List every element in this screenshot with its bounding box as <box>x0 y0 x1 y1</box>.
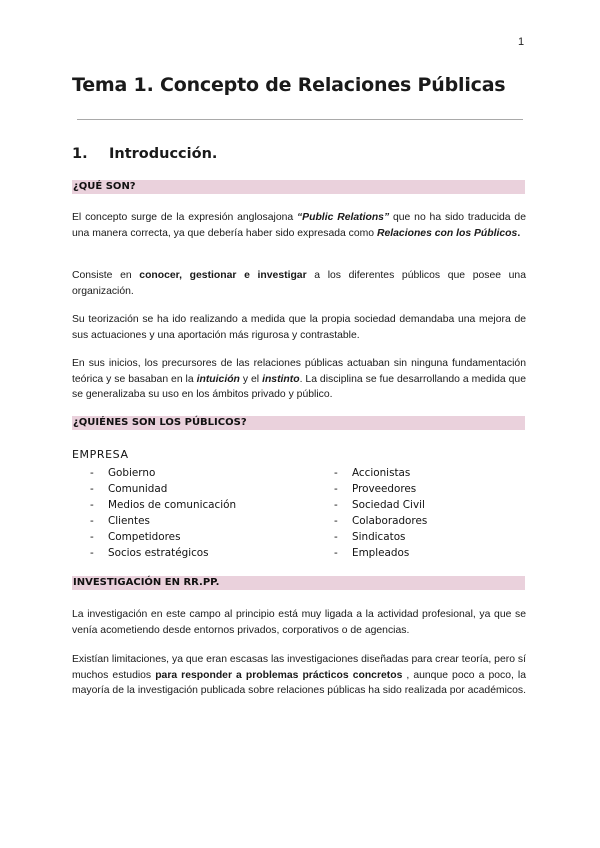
p2-bold: conocer, gestionar e investigar <box>139 270 307 281</box>
section-heading <box>72 146 217 162</box>
band-quienes: ¿QUIÉNES SON LOS PÚBLICOS? <box>72 416 525 430</box>
paragraph-public-relations <box>72 210 526 241</box>
paragraph-consiste <box>72 268 526 299</box>
publicos-list-right <box>334 465 427 561</box>
publicos-list-left <box>90 465 236 561</box>
p4-text-3: . La disciplina se fue desarrollando a medida que se generalizaba su uso en los ámbitos privado y público. <box>72 373 526 400</box>
empresa-label: EMPRESA <box>72 448 129 461</box>
list-item: - Comunidad <box>90 483 168 495</box>
list-item: - Gobierno <box>90 467 156 479</box>
list-item: - Sociedad Civil <box>334 499 425 511</box>
p4-emphasis-intuicion: intuición <box>196 373 240 385</box>
list-item: - Medios de comunicación <box>90 499 237 511</box>
list-item: - Competidores <box>90 531 181 543</box>
paragraph-inicios <box>72 356 526 403</box>
paragraph-investigacion: La investigación en este campo al principio está muy ligada a la actividad profesional, ya que se venía acometiendo desde entornos privados, corporativos o de agencias. <box>72 609 526 636</box>
p1-text-2: que no ha sido traducida de una manera correcta, ya que debería haber sido expresada como <box>72 212 526 239</box>
list-item: - Empleados <box>334 547 410 559</box>
list-item: - Accionistas <box>334 467 411 479</box>
p2-text-2: a los diferentes públicos que posee una organización. <box>72 270 526 297</box>
section-title: Introducción. <box>109 146 218 162</box>
list-item: - Proveedores <box>334 483 417 495</box>
p1-emphasis-public-relations: “Public Relations” <box>296 212 390 223</box>
document-title: Tema 1. Concepto de Relaciones Públicas <box>72 74 506 96</box>
section-number: 1. <box>72 146 88 162</box>
p1-emphasis-relaciones: Relaciones con los Públicos <box>376 227 518 239</box>
p1-text-1: El concepto surge de la expresión anglosajona <box>72 212 297 223</box>
list-item: - Colaboradores <box>334 515 428 527</box>
p4-text-1: En sus inicios, los precursores de las relaciones públicas actuaban sin ninguna fundamentación teórica y se basaban en la <box>72 358 526 385</box>
p4-text-2: y el <box>239 373 263 385</box>
p4-emphasis-instinto: instinto <box>262 373 300 385</box>
paragraph-limitaciones <box>72 652 526 699</box>
list-item: - Socios estratégicos <box>90 547 209 559</box>
band-investigacion: INVESTIGACIÓN EN RR.PP. <box>72 576 525 590</box>
page-number: 1 <box>518 36 525 48</box>
list-item: - Sindicatos <box>334 531 406 543</box>
paragraph-teorizacion: Su teorización se ha ido realizando a medida que la propia sociedad demandaba una mejora de sus actuaciones y una aportación más rigurosa y contrastable. <box>72 314 526 341</box>
p6-text-2: , aunque poco a poco, la mayoría de la investigación publicada sobre relaciones públicas ha sido realizada por académicos. <box>72 669 527 696</box>
p6-text-1: Existían limitaciones, ya que eran escasas las investigaciones diseñadas para crear teoría, pero sí muchos estudios <box>72 654 526 681</box>
band-que-son: ¿QUÉ SON? <box>72 180 525 194</box>
p2-text-1: Consiste en <box>72 270 140 281</box>
title-divider <box>77 119 523 120</box>
list-item: - Clientes <box>90 515 150 527</box>
p6-bold: para responder a problemas prácticos concretos <box>155 669 403 681</box>
p1-text-3: . <box>517 227 521 239</box>
